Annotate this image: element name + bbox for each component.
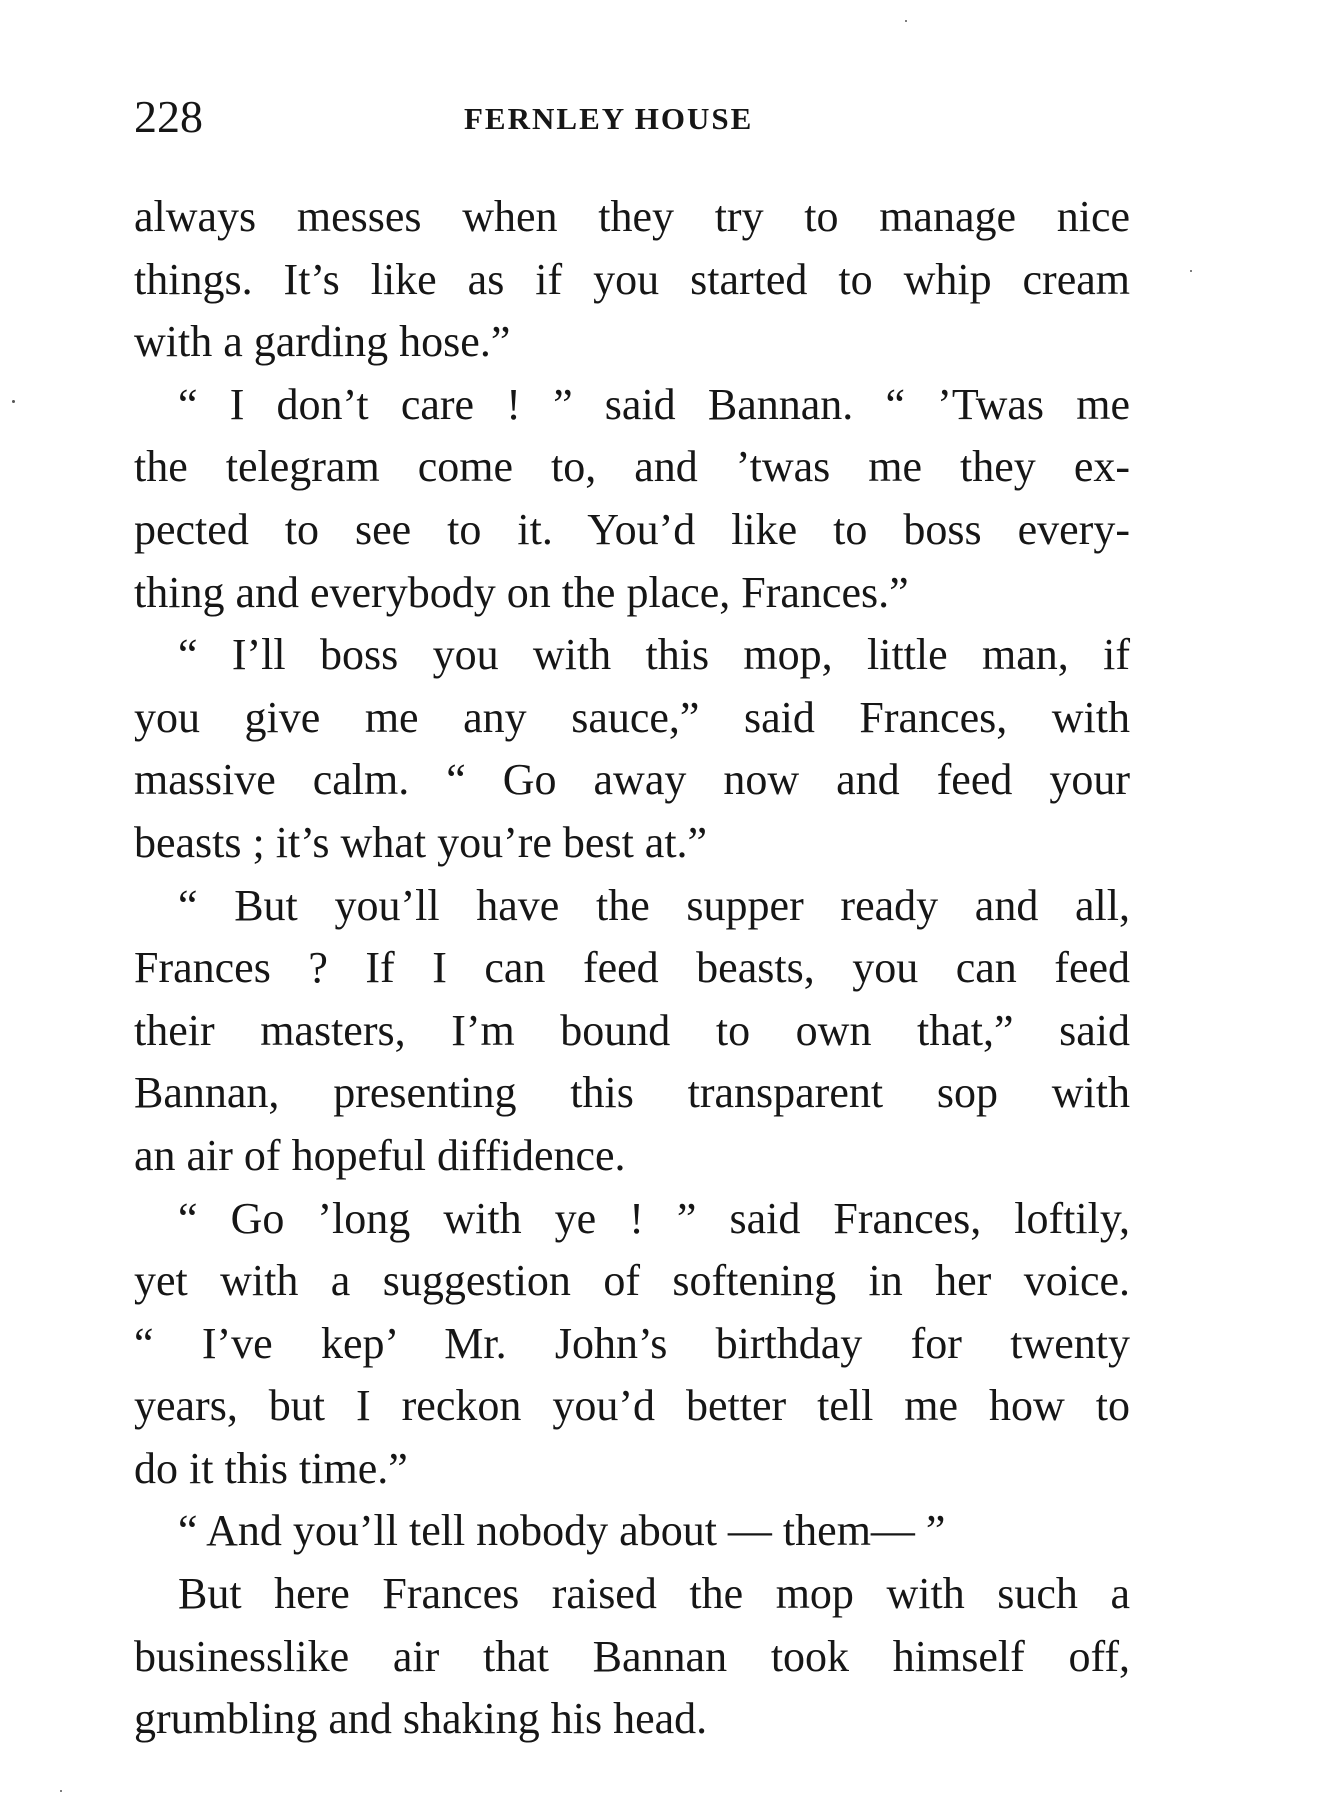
text-line: thing and everybody on the place, Frances.” bbox=[134, 567, 909, 617]
text-line: with a garding hose.” bbox=[134, 317, 511, 367]
text-line: massive calm. “ Go away now and feed your bbox=[134, 755, 1130, 805]
text-line: But here Frances raised the mop with such a bbox=[178, 1569, 1130, 1619]
text-line: do it this time.” bbox=[134, 1443, 408, 1493]
text-line: “ I don’t care ! ” said Bannan. “ ’Twas me bbox=[178, 379, 1130, 429]
text-line: “ I’ll boss you with this mop, little man, if bbox=[178, 630, 1130, 680]
text-line: Frances ? If I can feed beasts, you can feed bbox=[134, 943, 1130, 993]
body-text bbox=[134, 186, 1130, 1751]
text-line: yet with a suggestion of softening in her voice. bbox=[134, 1256, 1130, 1306]
scan-speck bbox=[1190, 270, 1192, 272]
text-line: the telegram come to, and ’twas me they ex- bbox=[134, 442, 1130, 492]
text-line: their masters, I’m bound to own that,” said bbox=[134, 1005, 1130, 1055]
scan-speck bbox=[905, 20, 907, 22]
text-line: beasts ; it’s what you’re best at.” bbox=[134, 817, 708, 867]
running-head: FERNLEY HOUSE bbox=[464, 101, 754, 136]
text-line: grumbling and shaking his head. bbox=[134, 1694, 708, 1744]
text-line: “ But you’ll have the supper ready and all, bbox=[178, 880, 1130, 930]
text-line: always messes when they try to manage nice bbox=[134, 192, 1130, 241]
text-line: things. It’s like as if you started to whip cream bbox=[134, 254, 1130, 304]
text-line: “ Go ’long with ye ! ” said Frances, loftily, bbox=[178, 1193, 1130, 1243]
text-line: “ I’ve kep’ Mr. John’s birthday for twenty bbox=[134, 1318, 1130, 1368]
text-line: “ And you’ll tell nobody about — them— ” bbox=[178, 1506, 946, 1556]
text-line: businesslike air that Bannan took himself off, bbox=[134, 1631, 1130, 1681]
text-line: pected to see to it. You’d like to boss every- bbox=[134, 504, 1130, 554]
page-header bbox=[134, 82, 1134, 152]
text-line: Bannan, presenting this transparent sop with bbox=[134, 1068, 1130, 1118]
text-line: you give me any sauce,” said Frances, with bbox=[134, 692, 1130, 742]
text-line: years, but I reckon you’d better tell me how to bbox=[134, 1381, 1130, 1431]
page-number: 228 bbox=[134, 91, 203, 142]
text-line: an air of hopeful diffidence. bbox=[134, 1130, 626, 1180]
scan-speck bbox=[60, 1790, 62, 1792]
scan-speck bbox=[12, 400, 15, 403]
